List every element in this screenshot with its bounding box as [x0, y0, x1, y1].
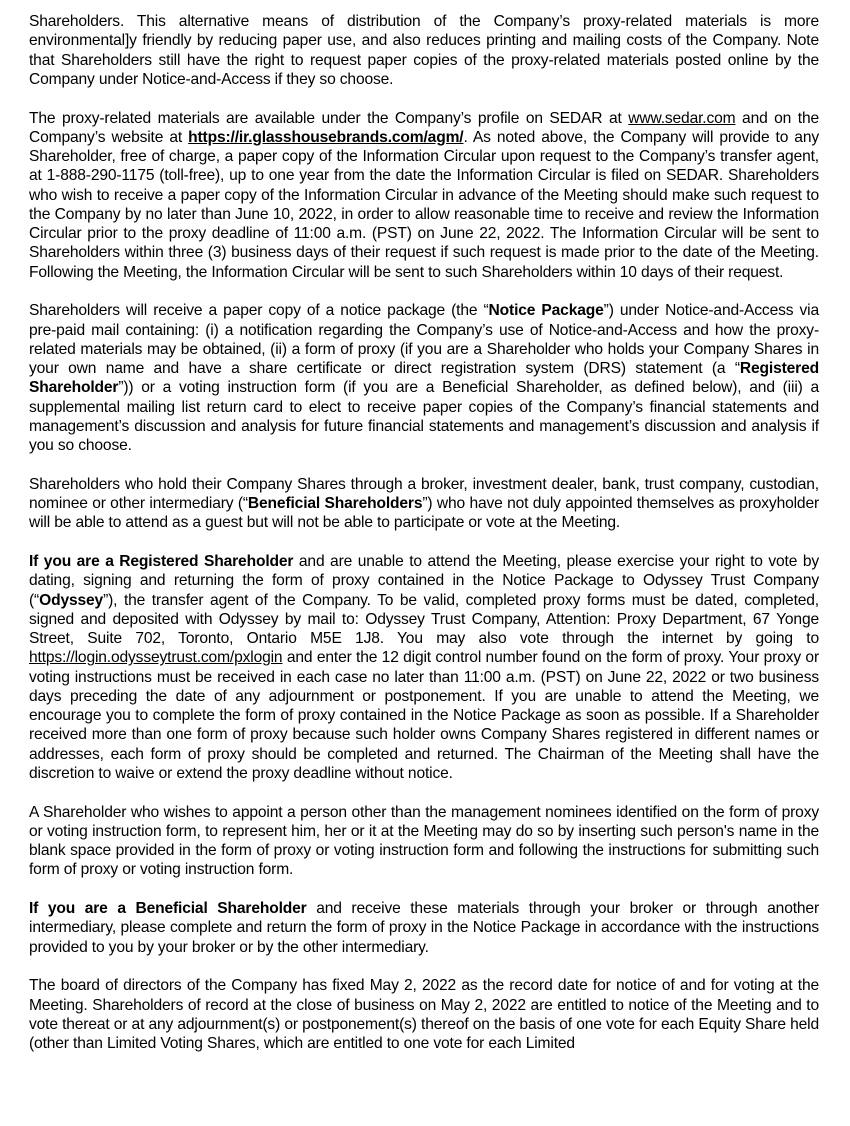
defined-term-registered-shareholder: Registered Shareholder: [29, 360, 819, 397]
paragraph-text: Shareholders who hold their Company Shares through a broker, investment dealer, bank, trust company, custodian, nominee or other intermediary (“: [29, 475, 819, 512]
paragraph-text: Shareholders will receive a paper copy of a notice package (the “: [29, 302, 489, 320]
paragraph-text: ”) who have not duly appointed themselves as proxyholder will be able to attend as a guest but will not be able to participate or vote at the Meeting.: [29, 495, 820, 532]
paragraph-notice-and-access-benefits: [29, 12, 819, 89]
defined-term-odyssey: Odyssey: [39, 591, 104, 609]
company-agm-link[interactable]: https://ir.glasshousebrands.com/agm/: [188, 128, 464, 146]
paragraph-text: ”) under Notice-and-Access via pre-paid mail containing: (i) a notification regarding the Company’s use of Notice-and-Access and how the proxy-related materials may be obtained, (ii) a form of proxy (if you are a Shareholder who holds your Company Shares in your own name and have a share certificate or direct registration system (DRS) statement (a “: [29, 302, 819, 377]
paragraph-text: The board of directors of the Company has fixed May 2, 2022 as the record date for notice of and for voting at the Meeting. Shareholders of record at the close of business on May 2, 2022 are entitled to notice of the Meeting and to vote thereat or at any adjournment(s) or postponement(s) thereof on the basis of one vote for each Equity Share held (other than Limited Voting Shares, which are entitled to one vote for each Limited: [29, 977, 819, 1052]
heading-beneficial-shareholder: If you are a Beneficial Shareholder: [29, 900, 307, 917]
paragraph-text: ”), the transfer agent of the Company. To be valid, completed proxy forms must be dated, completed, signed and deposited with Odyssey by mail to: Odyssey Trust Company, Attention: Proxy Department, 67 Yonge Street, Suite 702, Toronto, Ontario M5E 1J8. You may also vote through the internet by going to: [29, 591, 819, 647]
paragraph-notice-package: [29, 301, 819, 455]
heading-registered-shareholder: If you are a Registered Shareholder: [29, 553, 294, 570]
paragraph-text: Shareholders. This alternative means of distribution of the Company’s proxy-related materials is more environmental]y friendly by reducing paper use, and also reduces printing and mailing costs of the Company. Note that Shareholders still have the right to request paper copies of the proxy-related materials posted online by the Company under Notice-and-Access if they so choose.: [29, 13, 819, 88]
paragraph-text: and on the Company’s website at: [29, 109, 819, 146]
paragraph-record-date: [29, 976, 819, 1053]
paragraph-appoint-proxyholder: [29, 803, 819, 880]
paragraph-proxy-materials-availability: [29, 109, 819, 282]
paragraph-text: A Shareholder who wishes to appoint a person other than the management nominees identified on the form of proxy or voting instruction form, to represent him, her or it at the Meeting may do so by inserting such person's name in the blank space provided in the form of proxy or voting instruction form and following the instructions for submitting such form of proxy or voting instruction form.: [29, 803, 819, 879]
defined-term-beneficial-shareholders: Beneficial Shareholders: [247, 495, 423, 512]
paragraph-text: The proxy-related materials are available under the Company’s profile on SEDAR at: [29, 109, 629, 127]
paragraph-beneficial-shareholder-voting: [29, 899, 819, 957]
paragraph-text: and receive these materials through your broker or through another intermediary, please complete and return the form of proxy in the Notice Package in accordance with the instructions provided to you by your broker or by the other intermediary.: [29, 900, 819, 956]
paragraph-registered-shareholder-voting: [29, 552, 819, 783]
sedar-link[interactable]: www.sedar.com: [628, 109, 736, 127]
paragraph-text: . As noted above, the Company will provide to any Shareholder, free of charge, a paper copy of the Information Circular upon request to the Company’s transfer agent, at 1-888-290-1175 (toll-free), up to one year from the date the Information Circular is filed on SEDAR. Shareholders who wish to receive a paper copy of the Information Circular in advance of the Meeting should make such request to the Company by no later than June 10, 2022, in order to allow reasonable time to receive and review the Information Circular prior to the proxy deadline of 11:00 a.m. (PST) on June 22, 2022. The Information Circular will be sent to Shareholders within three (3) business days of their request if such request is made prior to the date of the Meeting. Following the Meeting, the Information Circular will be sent to such Shareholders within 10 days of their request.: [29, 128, 820, 281]
paragraph-text: and are unable to attend the Meeting, please exercise your right to vote by dating, signing and returning the form of proxy contained in the Notice Package to Odyssey Trust Company (“: [29, 553, 819, 609]
odyssey-login-link[interactable]: https://login.odysseytrust.com/pxlogin: [29, 649, 283, 667]
paragraph-beneficial-shareholders: [29, 475, 819, 533]
paragraph-text: ”)) or a voting instruction form (if you are a Beneficial Shareholder, as defined below), and (iii) a supplemental mailing list return card to elect to receive paper copies of the Company’s financial statements and management’s discussion and analysis for future financial statements and management’s discussion and analysis if you so choose.: [29, 379, 819, 454]
paragraph-text: and enter the 12 digit control number found on the form of proxy. Your proxy or voting instructions must be received in each case no later than 11:00 a.m. (PST) on June 22, 2022 or two business days preceding the date of any adjournment or postponement. If you are unable to attend the Meeting, we encourage you to complete the form of proxy contained in the Notice Package as soon as possible. If a Shareholder received more than one form of proxy because such holder owns Company Shares registered in different names or addresses, each form of proxy should be completed and returned. The Chairman of the Meeting shall have the discretion to waive or extend the proxy deadline without notice.: [29, 649, 819, 782]
defined-term-notice-package: Notice Package: [488, 302, 604, 320]
